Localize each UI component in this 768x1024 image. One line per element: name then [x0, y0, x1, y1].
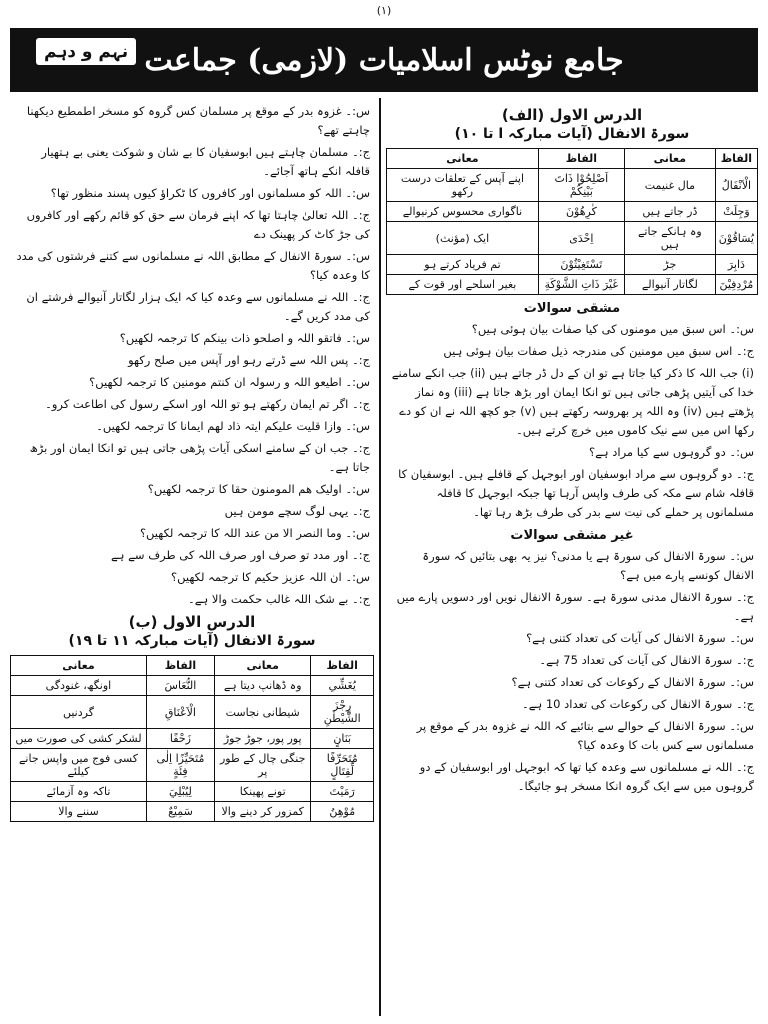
qa-line: ج:۔ سورۃ الانفال کی رکوعات کی تعداد 10 ہے۔	[521, 697, 754, 711]
table-row	[11, 782, 374, 802]
table-cell: لِيُبْلِيَ	[146, 782, 214, 802]
qa-line: س:۔ سورۃ الانفال کی آیات کی تعداد کتنی ہے؟	[526, 631, 754, 645]
table-cell: گردنیں	[11, 696, 147, 729]
qa-line: ج:۔ اللہ نے مسلمانوں سے وعدہ کیا تھا کہ ابوجہل اور ابوسفیان کے دو گروہوں میں سے ایک گروہ انکا مسخر ہو جائیگا۔	[419, 760, 754, 793]
table-header: معانی	[624, 149, 715, 169]
qa-line: ج:۔ بے شک اللہ غالب حکمت والا ہے۔	[188, 592, 370, 606]
table-header: الفاظ	[146, 656, 214, 676]
qa-line: س:۔ وازا قلیت علیکم ایتہ ذاد لھم ایمانا کا ترجمہ لکھیں۔	[96, 419, 370, 433]
column-divider	[379, 98, 381, 1016]
qa-line: س:۔ اس سبق میں مومنوں کی کیا صفات بیان ہوئی ہیں؟	[471, 322, 754, 336]
vocab-table-b	[10, 655, 374, 822]
practice-questions-title: مشقی سوالات	[523, 301, 621, 316]
qa-line: س:۔ سورۃ الانفال کے رکوعات کی تعداد کتنی ہے؟	[511, 675, 754, 689]
table-cell: سننے والا	[11, 802, 147, 822]
table-cell: کمزور کر دینے والا	[214, 802, 310, 822]
table-header: الفاظ	[715, 149, 757, 169]
right-column	[386, 102, 758, 1012]
table-cell: شیطانی نجاست	[214, 696, 310, 729]
table-header: الفاظ	[311, 656, 374, 676]
qa-line: س:۔ سورۃ الانفال کی سورۃ ہے یا مدنی؟ نیز یہ بھی بتائیں کہ سورۃ الانفال کونسے پارے میں ہے؟	[422, 549, 754, 582]
surah-title-b: سورۃ الانفال (آیات مبارکہ ۱۱ تا ۱۹)	[68, 633, 316, 649]
page-number: (۱)	[376, 4, 392, 17]
table-row	[11, 676, 374, 696]
table-cell: مُوْهِنُ	[311, 802, 374, 822]
table-row	[11, 729, 374, 749]
qa-line: ج:۔ پس اللہ سے ڈرتے رہو اور آپس میں صلح رکھو	[128, 353, 370, 367]
qa-line: س:۔ سورۃ الانفال کے حوالے سے بتائیے کہ اللہ نے غزوہ بدر کے موقع پر مسلمانوں سے کس بات کا وعدہ کیا؟	[416, 719, 754, 752]
table-cell: لشکر کشی کی صورت میں	[11, 729, 147, 749]
table-cell: مال غنیمت	[624, 169, 715, 202]
table-header: معانی	[214, 656, 310, 676]
table-header-row	[11, 656, 374, 676]
table-cell: دَابِرَ	[715, 255, 757, 275]
qa-line: س:۔ غزوہ بدر کے موقع پر مسلمان کس گروہ کو مسخر اطمطیع دیکھنا چاہتے تھے؟	[26, 104, 370, 137]
table-row	[387, 202, 758, 222]
qa-line: ج:۔ اللہ نے مسلمانوں سے وعدہ کیا کہ ایک ہزار لگاتار آنیوالے فرشتے ان کی مدد کریں گے۔	[26, 290, 370, 323]
table-cell: النُّعَاسَ	[146, 676, 214, 696]
table-cell: سَمِيْعٌ	[146, 802, 214, 822]
surah-title-a: سورۃ الانفال (آیات مبارکہ ا تا ۱۰)	[454, 126, 690, 142]
header-banner	[10, 28, 758, 92]
class-badge: نہم و دہم	[36, 38, 136, 65]
table-cell: بَنَانٍ	[311, 729, 374, 749]
lesson-title-a: الدرس الاول (الف)	[501, 106, 643, 124]
table-cell: رِجْزَ الشَّيْطٰنِ	[311, 696, 374, 729]
table-header-row	[387, 149, 758, 169]
table-cell: تونے پھینکا	[214, 782, 310, 802]
qa-line: س:۔ اطیعو اللہ و رسولہ ان کنتم مومنین کا ترجمہ لکھیں؟	[89, 375, 370, 389]
table-cell: اِحْدَى	[538, 222, 624, 255]
table-row	[11, 802, 374, 822]
table-cell: کسی فوج میں واپس جانے کیلئے	[11, 749, 147, 782]
table-cell: تَسْتَغِيْثُوْنَ	[538, 255, 624, 275]
left-column	[10, 102, 374, 1012]
vocab-table-a	[386, 148, 758, 295]
table-cell: تم فریاد کرتے ہو	[387, 255, 539, 275]
table-cell: كٰرِهُوْنَ	[538, 202, 624, 222]
table-header: الفاظ	[538, 149, 624, 169]
table-cell: جڑ	[624, 255, 715, 275]
qa-line: ج:۔ اللہ تعالیٰ چاہتا تھا کہ اپنے فرمان سے حق کو قائم رکھے اور کافروں کی جڑ کاٹ کر پھینک دے	[26, 208, 370, 241]
table-cell: لگاتار آنیوالے	[624, 275, 715, 295]
table-row	[11, 749, 374, 782]
table-cell: ڈر جاتے ہیں	[624, 202, 715, 222]
table-cell: پور پور، جوڑ جوڑ	[214, 729, 310, 749]
table-cell: بغیر اسلحے اور قوت کے	[387, 275, 539, 295]
table-cell: يُسَاقُوْنَ	[715, 222, 757, 255]
table-cell: مُتَحَرِّفًا لِّقِتَالٍ	[311, 749, 374, 782]
table-cell: جنگی چال کے طور پر	[214, 749, 310, 782]
table-cell: وہ ہانکے جاتے ہیں	[624, 222, 715, 255]
table-header: معانی	[387, 149, 539, 169]
qa-line: س:۔ فاتقو اللہ و اصلحو ذات بینکم کا ترجمہ لکھیں؟	[119, 331, 370, 345]
qa-line: س:۔ ان اللہ عزیز حکیم کا ترجمہ لکھیں؟	[171, 570, 370, 584]
lesson-title-b: الدرس الاول (ب)	[128, 613, 256, 631]
header-title: جامع نوٹس اسلامیات (لازمی) جماعت	[144, 42, 624, 78]
table-cell: ایک (مؤنث)	[387, 222, 539, 255]
qa-line: ج:۔ سورۃ الانفال کی آیات کی تعداد 75 ہے۔	[539, 653, 754, 667]
table-cell: اَصْلِحُوْا ذَاتَ بَيْنِكُمْ	[538, 169, 624, 202]
table-cell: زَحْفًا	[146, 729, 214, 749]
qa-line: س:۔ اولیک ھم المومنون حقا کا ترجمہ لکھیں؟	[147, 482, 370, 496]
qa-line: س:۔ دو گروہوں سے کیا مراد ہے؟	[589, 445, 754, 459]
table-cell: مُرْدِفِيْنَ	[715, 275, 757, 295]
qa-line: ج:۔ سورۃ الانفال مدنی سورۃ ہے۔ سورۃ الانفال نویں اور دسویں پارے میں ہے۔	[396, 590, 754, 623]
qa-line: ج:۔ یہی لوگ سچے مومن ہیں	[224, 504, 370, 518]
table-cell: مُتَحَيِّزًا اِلٰى فِئَةٍ	[146, 749, 214, 782]
qa-line: ج:۔ مسلمان چاہتے ہیں ابوسفیان کا بے شان و شوکت یعنی بے ہتھیار قافلہ انکے ہاتھ آجائے۔	[41, 145, 370, 178]
qa-line: ج:۔ دو گروہوں سے مراد ابوسفیان اور ابوجہل کے قافلے ہیں۔ ابوسفیان کا قافلہ شام سے مکہ کی طرف واپس آرہا تھا جبکہ ابوجہل کا قافلہ مسلمانوں پر حملے کی نیت سے بدر کی طرف بڑھ رہا تھا۔	[398, 467, 754, 519]
qa-line: ج:۔ اس سبق میں مومنین کی مندرجہ ذیل صفات بیان ہوئی ہیں	[443, 344, 754, 358]
table-cell: اونگھ، غنودگی	[11, 676, 147, 696]
table-row	[387, 169, 758, 202]
table-row	[11, 696, 374, 729]
table-cell: يُغَشِّي	[311, 676, 374, 696]
nonpractice-questions-title: غیر مشقی سوالات	[510, 528, 634, 543]
table-cell: رَمَيْتَ	[311, 782, 374, 802]
qa-line: س:۔ وما النصر الا من عند اللہ کا ترجمہ لکھیں؟	[139, 526, 370, 540]
table-header: معانی	[11, 656, 147, 676]
table-cell: الْاَنْفَالُ	[715, 169, 757, 202]
table-row	[387, 275, 758, 295]
table-cell: الْاَعْنَاقِ	[146, 696, 214, 729]
qa-line: ج:۔ اگر تم ایمان رکھتے ہو تو اللہ اور اسکے رسول کی اطاعت کرو۔	[45, 397, 370, 411]
qa-line: ج:۔ اور مدد تو صرف اور صرف اللہ کی طرف سے ہے	[111, 548, 370, 562]
table-cell: وہ ڈھانپ دیتا ہے	[214, 676, 310, 696]
table-row	[387, 222, 758, 255]
qa-line: ج:۔ جب ان کے سامنے اسکی آیات پڑھی جاتی ہیں تو انکا ایمان اور بڑھ جاتا ہے۔	[29, 441, 370, 474]
qa-line: (i) جب اللہ کا ذکر کیا جاتا ہے تو ان کے دل ڈر جاتے ہیں (ii) جب انکے سامنے خدا کی آیتیں پڑھی جاتی ہیں تو انکا ایمان اور بڑھ جاتا ہے (iii) وہ نماز پڑھتے ہیں (iv) وہ اللہ پر بھروسہ رکھتے ہیں (v) جو کچھ اللہ نے ان کو دے رکھا اس میں سے نیک کاموں میں خرچ کرتے ہیں۔	[391, 366, 754, 437]
table-row	[387, 255, 758, 275]
qa-line: س:۔ اللہ کو مسلمانوں اور کافروں کا ٹکراؤ کیوں پسند منظور تھا؟	[50, 186, 370, 200]
table-cell: وَجِلَتْ	[715, 202, 757, 222]
table-cell: تاکہ وہ آزمائے	[11, 782, 147, 802]
qa-line: س:۔ سورۃ الانفال کے مطابق اللہ نے مسلمانوں سے کتنے فرشتوں کی مدد کا وعدہ کیا؟	[16, 249, 370, 282]
table-cell: ناگواری محسوس کرنیوالے	[387, 202, 539, 222]
table-cell: غَيْرَ ذَاتِ الشَّوْكَةِ	[538, 275, 624, 295]
table-cell: اپنے آپس کے تعلقات درست رکھو	[387, 169, 539, 202]
